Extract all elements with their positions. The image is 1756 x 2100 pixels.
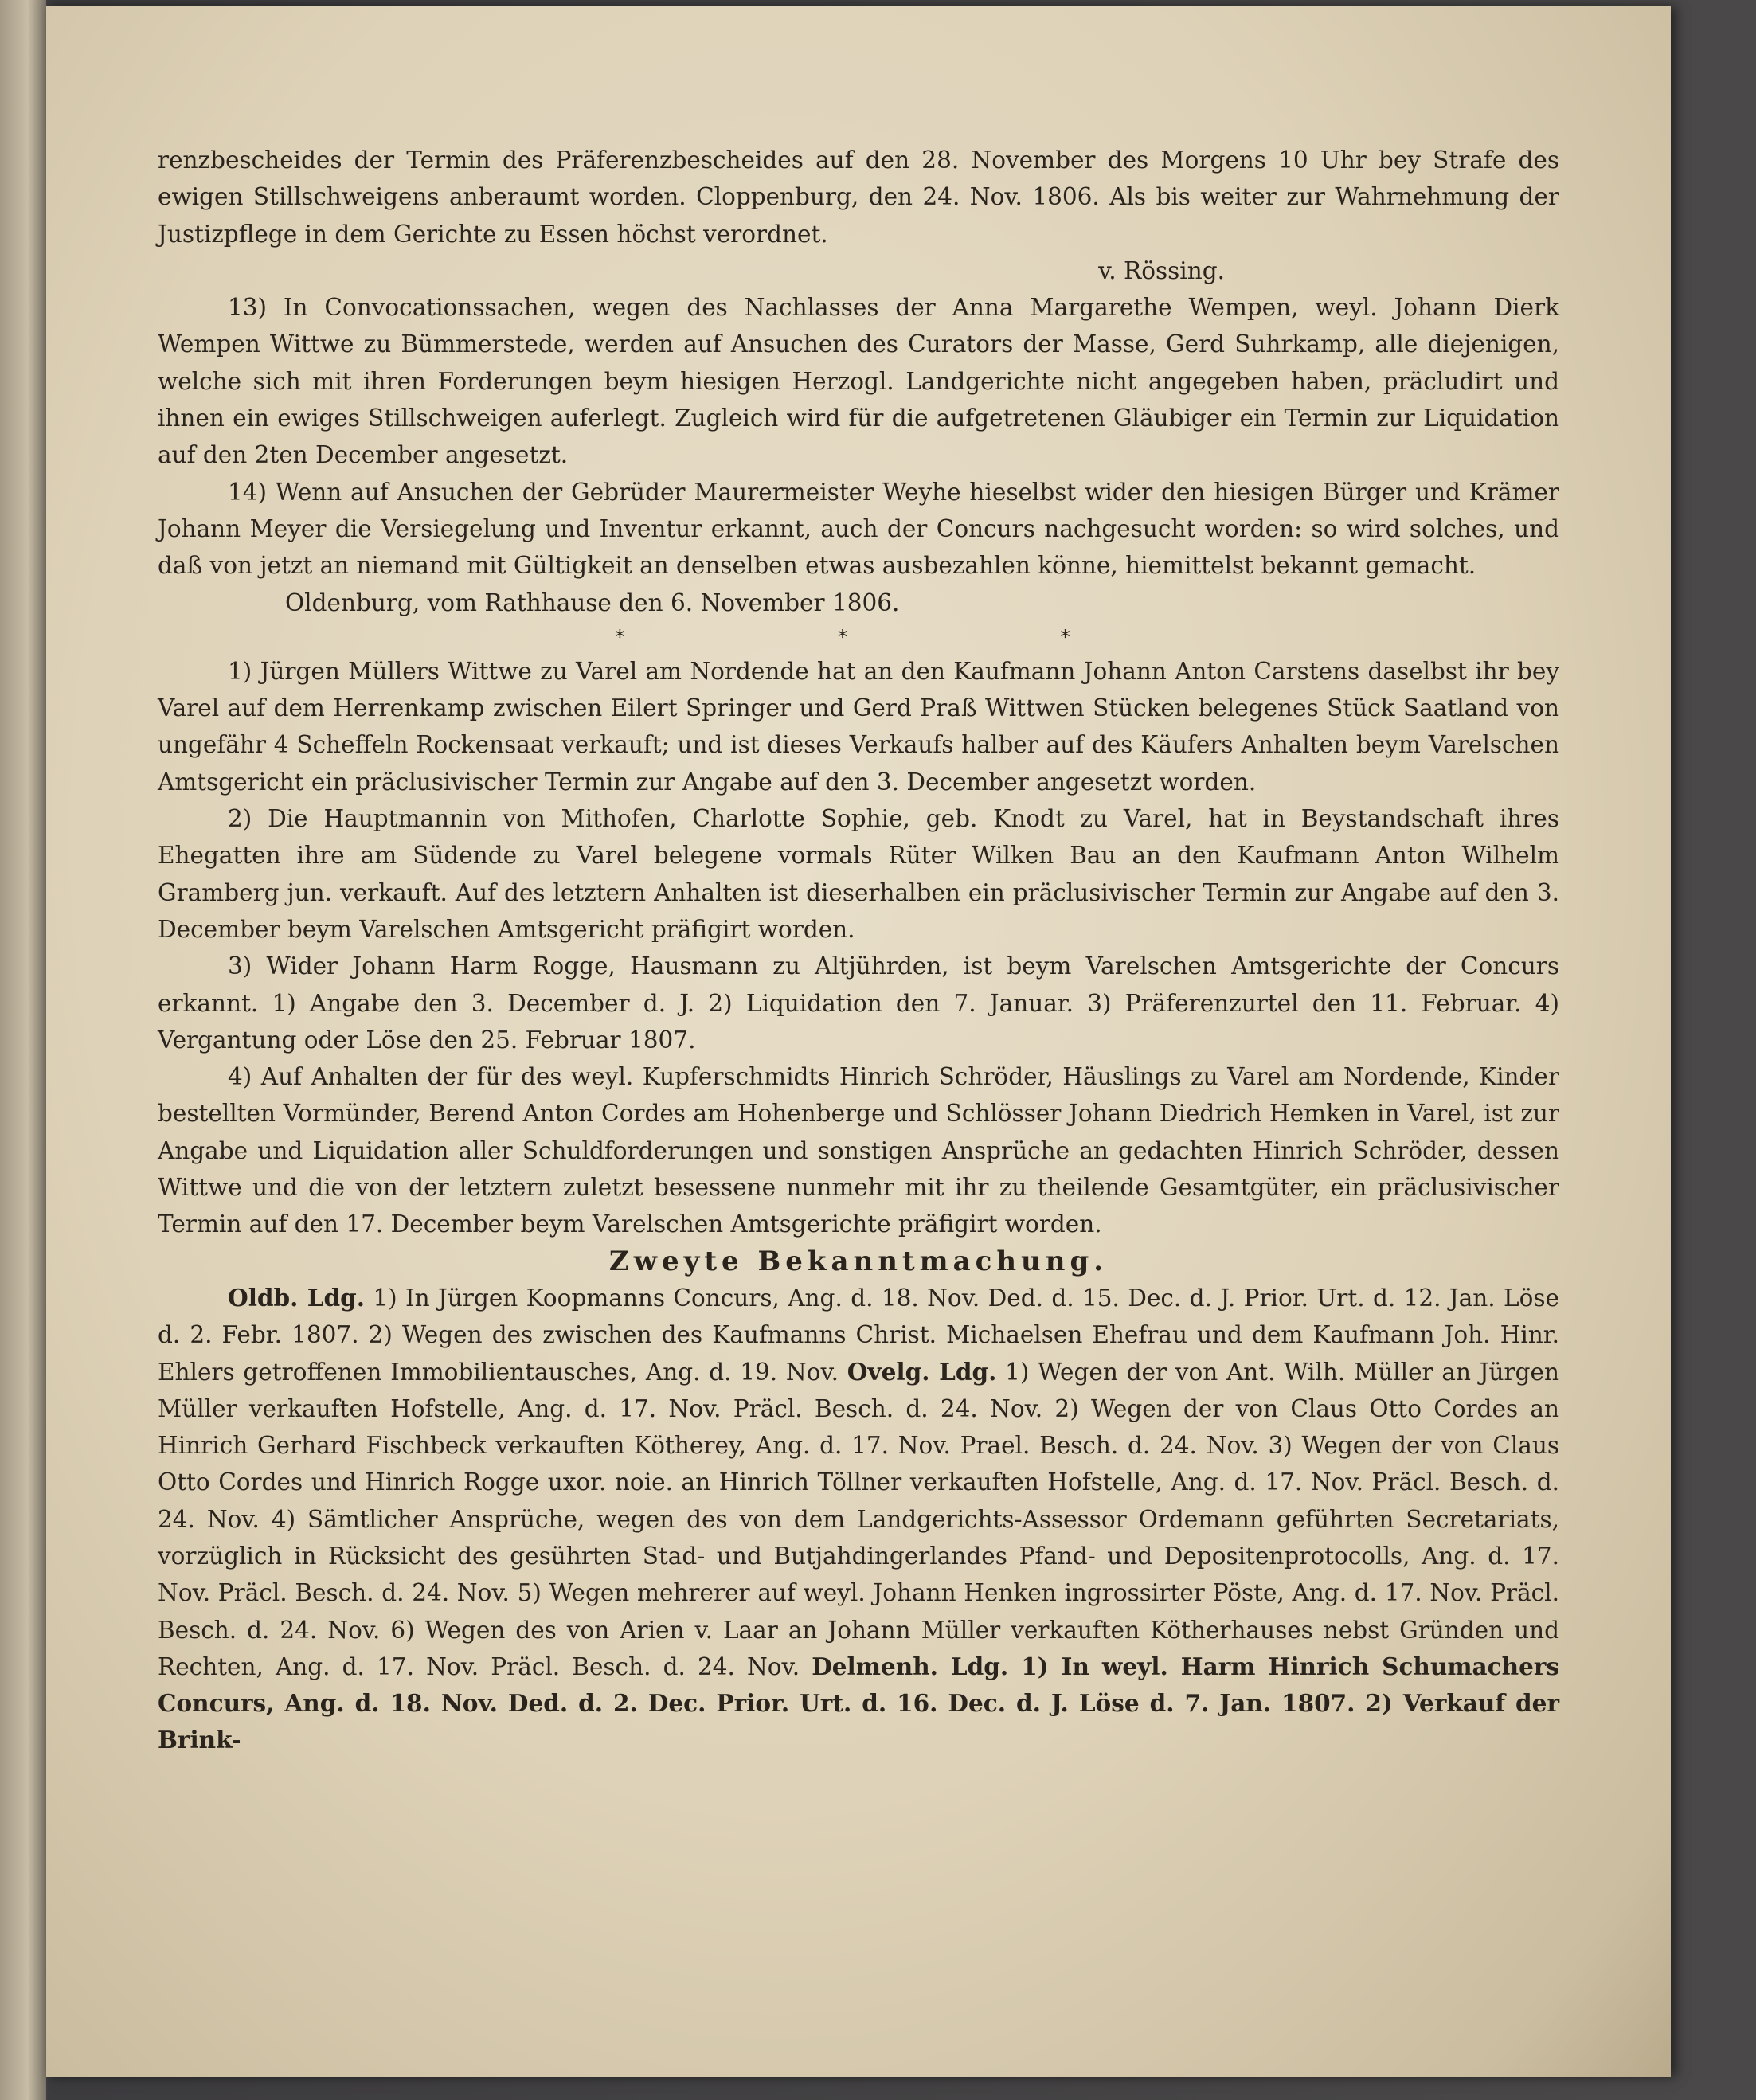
- section-heading: Zweyte Bekanntmachung.: [608, 1245, 1109, 1277]
- court-abbreviation: Oldb. Ldg.: [228, 1283, 365, 1312]
- signature: v. Rössing.: [1098, 256, 1225, 284]
- second-notice-paragraph: [158, 1280, 1559, 1759]
- notice-text: 1) Wegen der von Ant. Wilh. Müller an Jürgen Müller verkauften Hofstelle, Ang. d. 17. Nov. Präcl. Besch. d. 24. Nov. 2) Wegen der von Claus Otto Cordes an Hinrich Gerhard Fischbeck verkauften Kötherey, Ang. d. 17. Nov. Prael. Besch. d. 24. Nov. 3) Wegen der von Claus Otto Cordes und Hinrich Rogge uxor. noie. an Hinrich Töllner verkauften Hofstelle, Ang. d. 17. Nov. Präcl. Besch. d. 24. Nov. 4) Sämtlicher Ansprüche, wegen des von dem Landgerichts-Assessor Ordemann geführten Secretariats, vorzüglich in Rücksicht des gesührten Stad- und Butjahdingerlandes Pfand- und Depositenprotocolls, Ang. d. 17. Nov. Präcl. Besch. d. 24. Nov. 5) Wegen mehrerer auf weyl. Johann Henken ingrossirter Pöste, Ang. d. 17. Nov. Präcl. Besch. d. 24. Nov. 6) Wegen des von Arien v. Laar an Johann Müller verkauften Kötherhauses nebst Gründen und Rechten, Ang. d. 17. Nov. Präcl. Besch. d. 24. Nov.: [158, 1358, 1559, 1680]
- star-ornament: *: [1060, 625, 1102, 648]
- varel-paragraph-4: 4) Auf Anhalten der für des weyl. Kupferschmidts Hinrich Schröder, Häuslings zu Varel am Nordende, Kinder bestellten Vormünder, Berend Anton Cordes am Hohenberge und Schlösser Johann Diedrich Hemken in Varel, ist zur Angabe und Liquidation aller Schuldforderungen und sonstigen Ansprüche an gedachten Hinrich Schröder, dessen Wittwe und die von der letztern zuletzt besessene nunmehr mit ihr zu theilende Gesamtgüter, ein präclusivischer Termin auf den 17. December beym Varelschen Amtsgerichte präfigirt worden.: [158, 1063, 1559, 1238]
- notice-text: 1) In Jürgen Koopmanns Concurs, Ang. d. 18. Nov. Ded. d. 15. Dec. d. J. Prior. Urt. d. 12. Jan. Löse d. 2. Febr. 1807. 2) Wegen des zwischen des Kaufmanns Christ. Michaelsen Ehefrau und dem Kaufmann Joh. Hinr. Ehlers getroffenen Immobilientausches, Ang. d. 19. Nov.: [158, 1284, 1559, 1386]
- varel-paragraph-2: 2) Die Hauptmannin von Mithofen, Charlotte Sophie, geb. Knodt zu Varel, hat in Beystandschaft ihres Ehegatten ihre am Südende zu Varel belegene vormals Rüter Wilken Bau an den Kaufmann Anton Wilhelm Gramberg jun. verkauft. Auf des letztern Anhalten ist dieserhalben ein präclusivischer Termin zur Angabe auf den 3. December beym Varelschen Amtsgericht präfigirt worden.: [158, 805, 1559, 943]
- page-text: [158, 142, 1559, 1759]
- star-ornament: *: [615, 625, 657, 648]
- place-date-line: Oldenburg, vom Rathhause den 6. November 1806.: [285, 589, 900, 616]
- star-ornament: *: [838, 625, 879, 648]
- notice-text: 1) In weyl. Harm Hinrich Schumachers Concurs, Ang. d. 18. Nov. Ded. d. 2. Dec. Prior. Urt. d. 16. Dec. d. J. Löse d. 7. Jan. 1807. 2) Verkauf der Brink-: [158, 1652, 1559, 1754]
- varel-paragraph-1: 1) Jürgen Müllers Wittwe zu Varel am Nordende hat an den Kaufmann Johann Anton Carstens daselbst ihr bey Varel auf dem Herrenkamp zwischen Eilert Springer und Gerd Praß Wittwen Stücken belegenes Stück Saatland von ungefähr 4 Scheffeln Rockensaat verkauft; und ist dieses Verkaufs halber auf des Käufers Anhalten beym Varelschen Amtsgericht ein präclusivischer Termin zur Angabe auf den 3. December angesetzt worden.: [158, 657, 1559, 796]
- paragraph-13: 13) In Convocationssachen, wegen des Nachlasses der Anna Margarethe Wempen, weyl. Johann Dierk Wempen Wittwe zu Bümmerstede, werden auf Ansuchen des Curators der Masse, Gerd Suhrkamp, alle diejenigen, welche sich mit ihren Forderungen beym hiesigen Herzogl. Landgerichte nicht angegeben haben, präcludirt und ihnen ein ewiges Stillschweigen auferlegt. Zugleich wird für die aufgetretenen Gläubiger ein Termin zur Liquidation auf den 2ten December angesetzt.: [158, 294, 1559, 469]
- court-abbreviation: Delmenh. Ldg.: [812, 1652, 1009, 1680]
- paragraph-continuation: renzbescheides der Termin des Präferenzbescheides auf den 28. November des Morgens 10 Uhr bey Strafe des ewigen Stillschweigens anberaumt worden. Cloppenburg, den 24. Nov. 1806. Als bis weiter zur Wahrnehmung der Justizpflege in dem Gerichte zu Essen höchst verordnet.: [158, 147, 1559, 248]
- court-abbreviation: Ovelg. Ldg.: [847, 1357, 997, 1386]
- varel-paragraph-3: 3) Wider Johann Harm Rogge, Hausmann zu Altjührden, ist beym Varelschen Amtsgerichte der Concurs erkannt. 1) Angabe den 3. December d. J. 2) Liquidation den 7. Januar. 3) Präferenzurtel den 11. Februar. 4) Vergantung oder Löse den 25. Februar 1807.: [158, 952, 1559, 1054]
- paragraph-14: 14) Wenn auf Ansuchen der Gebrüder Maurermeister Weyhe hieselbst wider den hiesigen Bürger und Krämer Johann Meyer die Versiegelung und Inventur erkannt, auch der Concurs nachgesucht worden: so wird solches, und daß von jetzt an niemand mit Gültigkeit an denselben etwas ausbezahlen könne, hiemittelst bekannt gemacht.: [158, 478, 1559, 580]
- previous-page-edge: [0, 0, 46, 2100]
- section-separator: [158, 621, 1559, 653]
- document-page: [46, 6, 1671, 2077]
